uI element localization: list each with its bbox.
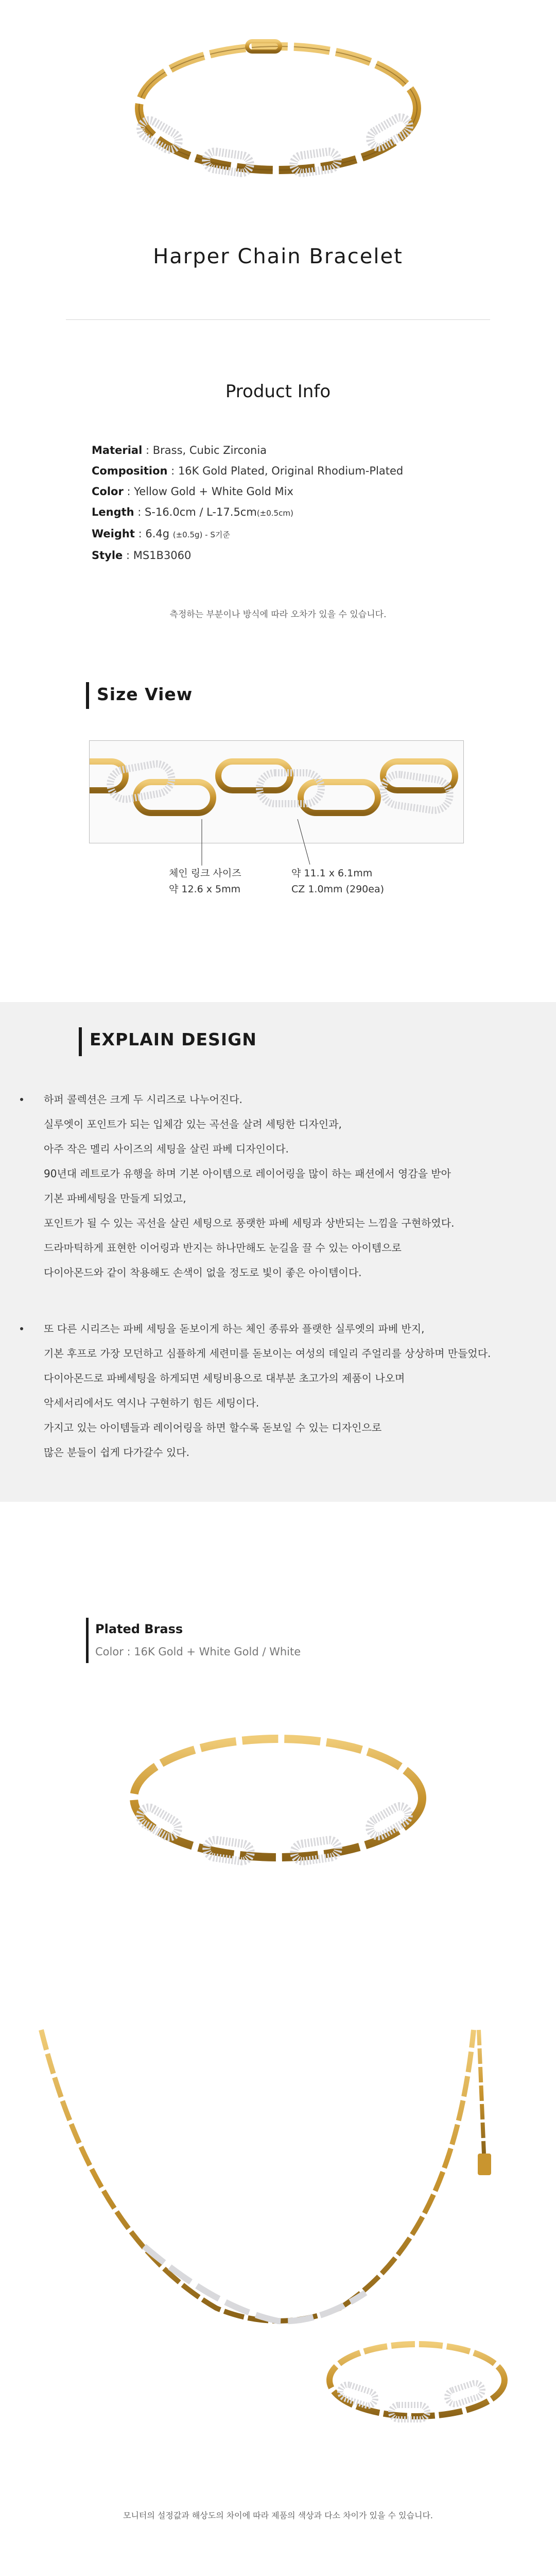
variant-bracelet-image [116, 1716, 440, 1880]
size-view-bar [86, 682, 89, 709]
spec-style: Style : MS1B3060 [92, 549, 192, 562]
size-callout-lines [0, 819, 556, 871]
spec-material: Material : Brass, Cubic Zirconia [92, 444, 267, 456]
necklace-and-bracelet-image [31, 2020, 525, 2442]
product-title: Harper Chain Bracelet [153, 245, 403, 268]
variant-name: Plated Brass [95, 1622, 183, 1636]
explain-bar [79, 1027, 82, 1056]
spec-list [92, 440, 403, 566]
spec-length: Length : S-16.0cm / L-17.5cm(±0.5cm) [92, 506, 293, 518]
explain-text-1 [44, 1087, 538, 1285]
product-info-heading: Product Info [225, 381, 331, 402]
measurement-note: 측정하는 부분이나 방식에 따라 오차가 있을 수 있습니다. [169, 609, 387, 620]
explain-bullet-2: 또 다른 시리즈는 파베 세팅을 돋보이게 하는 체인 종류와 플랫한 실루엣의 파베 반지, 기본 후프로 가장 모던하고 심플하게 세련미를 돋보이는 여성의 데일리 주얼리를 상상하며 만들었다. 다이아몬드로 파베세팅을 하게되면 세팅비용으로 대부분 초고가의 제품이 나오며 악세서리에서도 역시나 구현하기 힘든 세팅이다. 가지고 있는 아이템들과 레이어링을 하면 할수록 돋보일 수 있는 디자인으로 많은 분들이 쉽게 다가갈수 있다. [44, 1316, 548, 1465]
spec-composition: Composition : 16K Gold Plated, Original Rhodium-Plated [92, 465, 404, 477]
explain-heading: EXPLAIN DESIGN [90, 1029, 257, 1049]
size-callout-left: 체인 링크 사이즈 약 12.6 x 5mm [169, 868, 241, 895]
hero-bracelet-image [118, 21, 438, 191]
variant-bar [86, 1618, 89, 1663]
spec-weight: Weight : 6.4g (±0.5g) - S기준 [92, 528, 230, 540]
monitor-color-note: 모니터의 설정값과 해상도의 차이에 따라 제품의 색상과 다소 차이가 있을 수 있습니다. [123, 2511, 433, 2520]
explain-text-2 [44, 1316, 548, 1465]
explain-bullet-1: 하퍼 콜렉션은 크게 두 시리즈로 나누어진다. 실루엣이 포인트가 되는 입체감 있는 곡선을 살려 세팅한 디자인과, 아주 작은 멜리 사이즈의 세팅을 살린 파베 디자인이다. 90년대 레트로가 유행을 하며 기본 아이템으로 레이어링을 많이 하는 패션에서 영감을 받아 기본 파베세팅을 만들게 되었고, 포인트가 될 수 있는 곡선을 살린 세팅으로 풍랫한 파베 세팅과 상반되는 느낌을 구현하였다. 드라마틱하게 표현한 이어링과 반지는 하나만해도 눈길을 끌 수 있는 아이템으로 다이아몬드와 같이 착용해도 손색이 없을 정도로 빛이 좋은 아이템이다. [44, 1087, 538, 1285]
variant-color: Color : 16K Gold + White Gold / White [95, 1646, 301, 1658]
title-divider [66, 319, 490, 320]
spec-color: Color : Yellow Gold + White Gold Mix [92, 485, 293, 498]
size-callout-right: 약 11.1 x 6.1mm CZ 1.0mm (290ea) [291, 868, 385, 895]
size-view-heading: Size View [97, 684, 193, 704]
